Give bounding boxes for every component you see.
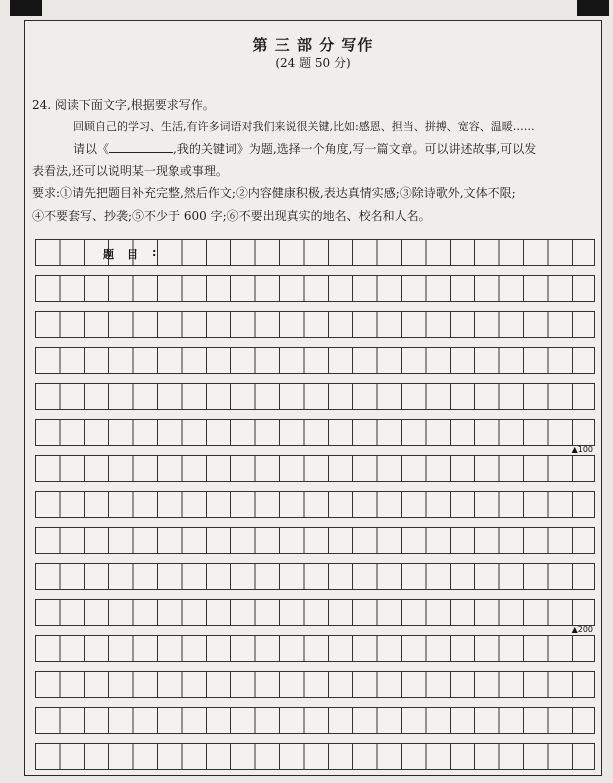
- grid-row[interactable]: [35, 599, 595, 626]
- composition-grid: [35, 239, 595, 773]
- grid-row[interactable]: [35, 743, 595, 770]
- count-marker-200: ▲200: [571, 625, 593, 634]
- title-char: 题: [103, 248, 114, 261]
- question-prompt: 24. 阅读下面文字,根据要求写作。: [32, 98, 215, 112]
- registration-mark-right: [577, 0, 609, 16]
- question-material: 回顾自己的学习、生活,有许多词语对我们来说很关键,比如:感恩、担当、拼搏、宽容、温暖……: [73, 120, 535, 133]
- grid-row[interactable]: [35, 419, 595, 446]
- grid-row[interactable]: [35, 527, 595, 554]
- grid-row[interactable]: [35, 563, 595, 590]
- registration-mark-left: [10, 0, 42, 16]
- grid-row[interactable]: [35, 635, 595, 662]
- count-marker-100: ▲100: [571, 445, 593, 454]
- requirements-line-1: 要求:①请先把题目补充完整,然后作文;②内容健康积极,表达真情实感;③除诗歌外,文体不限;: [32, 186, 516, 200]
- grid-row[interactable]: [35, 491, 595, 518]
- grid-row[interactable]: [35, 455, 595, 482]
- grid-row[interactable]: [35, 383, 595, 410]
- grid-row[interactable]: [35, 275, 595, 302]
- title-blank: [109, 142, 173, 153]
- question-instruction-cont: 表看法,还可以说明某一现象或事理。: [32, 164, 228, 178]
- requirements-line-2: ④不要套写、抄袭;⑤不少于 600 字;⑥不要出现真实的地名、校名和人名。: [32, 209, 431, 223]
- question-instruction: [73, 141, 595, 157]
- writing-section: [24, 20, 602, 776]
- section-title: 第 三 部 分 写作: [252, 36, 374, 54]
- instruction-suffix: ,我的关键词》为题,选择一个角度,写一篇文章。可以讲述故事,可以发: [173, 142, 537, 156]
- grid-row[interactable]: [35, 347, 595, 374]
- grid-row[interactable]: [35, 707, 595, 734]
- title-char: :: [152, 246, 157, 259]
- grid-row[interactable]: [35, 671, 595, 698]
- section-score: (24 题 50 分): [275, 56, 351, 70]
- instruction-prefix: 请以《: [73, 142, 110, 156]
- grid-row[interactable]: [35, 311, 595, 338]
- grid-title-row[interactable]: [35, 239, 595, 266]
- title-char: 目: [127, 248, 138, 261]
